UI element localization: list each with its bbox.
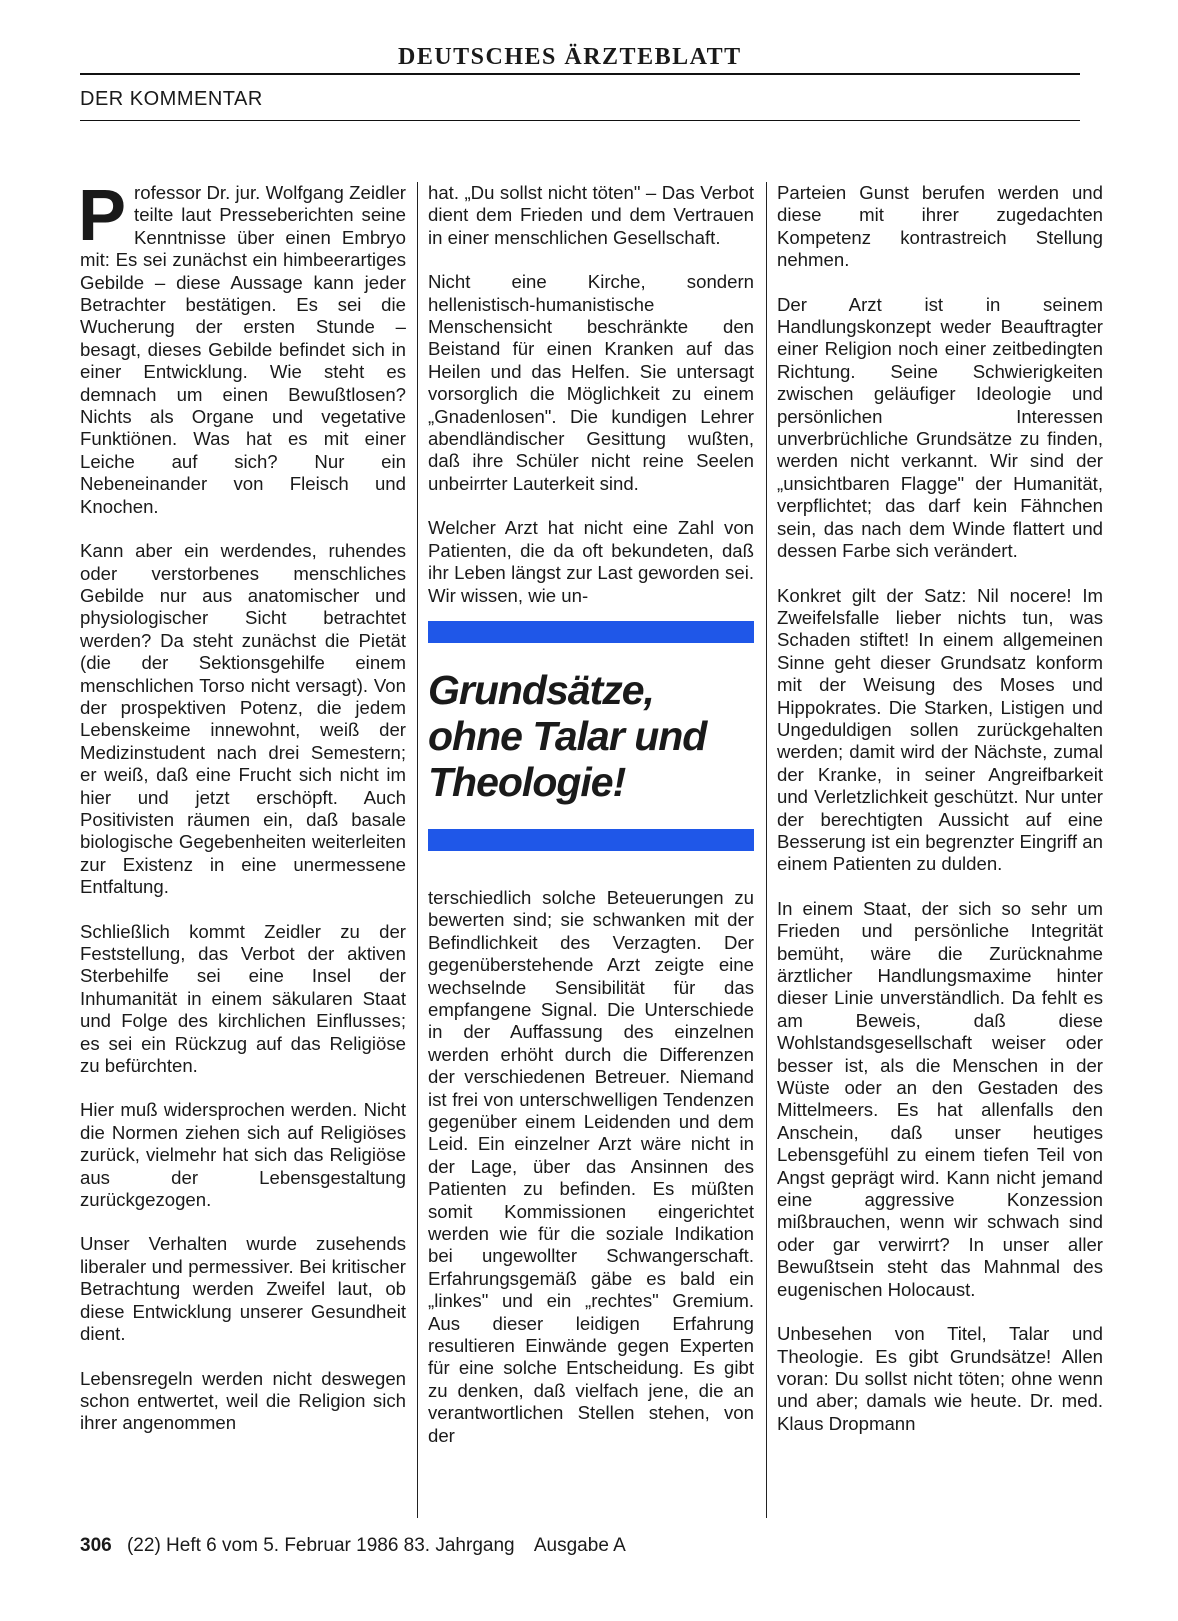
- paragraph: Parteien Gunst berufen werden und diese mit ihrer zugedachten Kompetenz kontrastreich Stellung nehmen.: [777, 182, 1103, 271]
- masthead-title: DEUTSCHES ÄRZTEBLATT: [398, 44, 742, 70]
- drop-cap: P: [78, 176, 127, 256]
- page-footer: [80, 1535, 626, 1557]
- paragraph: Lebensregeln werden nicht deswegen schon entwertet, weil die Religion sich ihrer angenommen: [80, 1367, 406, 1434]
- article-headline: Grundsätze, ohne Talar und Theologie!: [428, 666, 707, 805]
- paragraph: Professor Dr. jur. Wolfgang Zeidler teilte laut Presseberichten seine Kenntnisse über einen Embryo mit: Es sei zunächst ein himbeerartiges Gebilde – diese Aussage kann jeder Betrachter bestätigen. Es sei die Wucherung der ersten Stunde – besagt, dieses Gebilde befindet sich in einer Entwicklung. Wie steht es demnach um einen Bewußtlosen? Nichts als Organe und vegetative Funktiönen. Was hat es mit einer Leiche auf sich? Nur ein Nebeneinander von Fleisch und Knochen.: [78, 176, 406, 517]
- column-divider: [766, 182, 767, 1518]
- column-divider: [417, 182, 418, 1518]
- section-rule: [80, 120, 1080, 121]
- article-column-2: [428, 182, 754, 1469]
- article-column-3: [777, 182, 1103, 1457]
- headline-bar-top: [428, 621, 754, 643]
- paragraph: Nicht eine Kirche, sondern hellenistisch-humanistische Menschensicht beschränkte den Beistand für einen Kranken auf das Heilen und das Helfen. Sie untersagt vorsorglich die Möglichkeit zu einem „Gnadenlosen". Die kundigen Lehrer abendländischer Gesittung wußten, daß ihre Schüler nicht reine Seelen unbeirrter Lauterkeit sind.: [428, 271, 754, 494]
- paragraph: Schließlich kommt Zeidler zu der Feststellung, das Verbot der aktiven Sterbehilfe sei eine Insel der Inhumanität in einem säkularen Staat und Folge des kirchlichen Einflusses; es sei ein Rückzug auf das Religiöse zu befürchten.: [80, 920, 406, 1077]
- paragraph: terschiedlich solche Beteuerungen zu bewerten sind; sie schwanken mit der Befindlichkeit des Verzagten. Der gegenüberstehende Arzt zeigte eine wechselnde Sensibilität für das empfangene Signal. Die Unterschiede in der Auffassung des einzelnen werden erhöht durch die Differenzen der verschiedenen Betreuer. Niemand ist frei von unterschwelligen Tendenzen gegenüber einem Leidenden und dem Leid. Ein einzelner Arzt wäre nicht in der Lage, über das Ansinnen des Patienten zu befinden. Es müßten somit Kommissionen eingerichtet werden wie für die soziale Indikation bei ungewollter Schwangerschaft. Erfahrungsgemäß gäbe es bald ein „linkes" und ein „rechtes" Gremium. Aus dieser leidigen Erfahrung resultieren Einwände gegen Experten für eine solche Entscheidung. Es gibt zu denken, daß vielfach jene, die an verantwortlichen Stellen stehen, von der: [428, 886, 754, 1446]
- section-label: DER KOMMENTAR: [80, 88, 263, 110]
- paragraph: Der Arzt ist in seinem Handlungskonzept weder Beauftragter einer Religion noch einer zeitbedingten Richtung. Seine Schwierigkeiten zwischen geläufiger Ideologie und persönlichen Interessen unverbrüchliche Grundsätze zu finden, werden nicht verkannt. Wir sind der „unsichtbaren Flagge" der Humanität, verpflichtet; das darf kein Fähnchen sein, das nach dem Winde flattert und dessen Farbe sich verändert.: [777, 293, 1103, 562]
- edition-label: Ausgabe A: [533, 1535, 626, 1556]
- paragraph: Unbesehen von Titel, Talar und Theologie. Es gibt Grundsätze! Allen voran: Du sollst nicht töten; ohne wenn und aber; damals wie heute. Dr. med. Klaus Dropmann: [777, 1323, 1103, 1434]
- headline-bar-bottom: [428, 829, 754, 851]
- paragraph: Hier muß widersprochen werden. Nicht die Normen ziehen sich auf Religiöses zurück, vielmehr hat sich das Religiöse aus der Lebensgestaltung zurückgezogen.: [80, 1099, 406, 1211]
- page-number: 306: [80, 1535, 112, 1556]
- issue-info: (22) Heft 6 vom 5. Februar 1986 83. Jahrgang: [126, 1535, 515, 1556]
- paragraph: Konkret gilt der Satz: Nil nocere! Im Zweifelsfalle lieber nichts tun, was Schaden stiftet! In einem allgemeinen Sinne geht dieser Grundsatz konform mit der Weisung des Moses und Hippokrates. Die Starken, Listigen und Ungeduldigen sollen zurückgehalten werden; damit wird der Nächste, zumal der Kranke, in seiner Angreifbarkeit und Verletzlichkeit geschützt. Nur unter der berechtigten Aussicht auf eine Besserung ist ein begrenzter Eingriff an einem Patienten zu dulden.: [777, 584, 1103, 875]
- paragraph: In einem Staat, der sich so sehr um Frieden und persönliche Integrität bemüht, wäre die Zurücknahme ärztlicher Handlungsmaxime hinter dieser Linie unverständlich. Da fehlt es am Beweis, daß diese Wohlstandsgesellschaft weiser oder besser ist, als die Menschen in der Wüste oder an den Gestaden des Mittelmeers. Es hat allenfalls den Anschein, daß unser heutiges Lebensgefühl zu einem tiefen Teil von Angst geprägt wird. Kann nicht jemand eine aggressive Konzession mißbrauchen, wenn wir schwach sind oder gar verwirrt? In unser aller Bewußtsein steht das Mahnmal des eugenischen Holocaust.: [777, 897, 1103, 1300]
- paragraph: Unser Verhalten wurde zusehends liberaler und permessiver. Bei kritischer Betrachtung werden Zweifel laut, ob diese Entwicklung unserer Gesundheit dient.: [80, 1233, 406, 1345]
- masthead-rule: [80, 73, 1080, 75]
- paragraph: hat. „Du sollst nicht töten" – Das Verbot dient dem Frieden und dem Vertrauen in einer menschlichen Gesellschaft.: [428, 182, 754, 248]
- article-column-1: [78, 176, 406, 1457]
- paragraph: Kann aber ein werdendes, ruhendes oder verstorbenes menschliches Gebilde nur aus anatomischer und physiologischer Sicht betrachtet werden? Da steht zunächst die Pietät (die der Sektionsgehilfe einem menschlichen Torso nicht versagt). Von der prospektiven Potenz, die jedem Lebenskeime innewohnt, weiß der Medizinstudent nach drei Semestern; er weiß, daß eine Frucht sich nicht im hier und jetzt erschöpft. Auch Positivisten räumen ein, daß basale biologische Gegebenheiten weiterleiten zur Existenz in eine unermessene Entfaltung.: [80, 540, 406, 898]
- paragraph: Welcher Arzt hat nicht eine Zahl von Patienten, die da oft bekundeten, daß ihr Leben längst zur Last geworden sei. Wir wissen, wie un-: [428, 517, 754, 606]
